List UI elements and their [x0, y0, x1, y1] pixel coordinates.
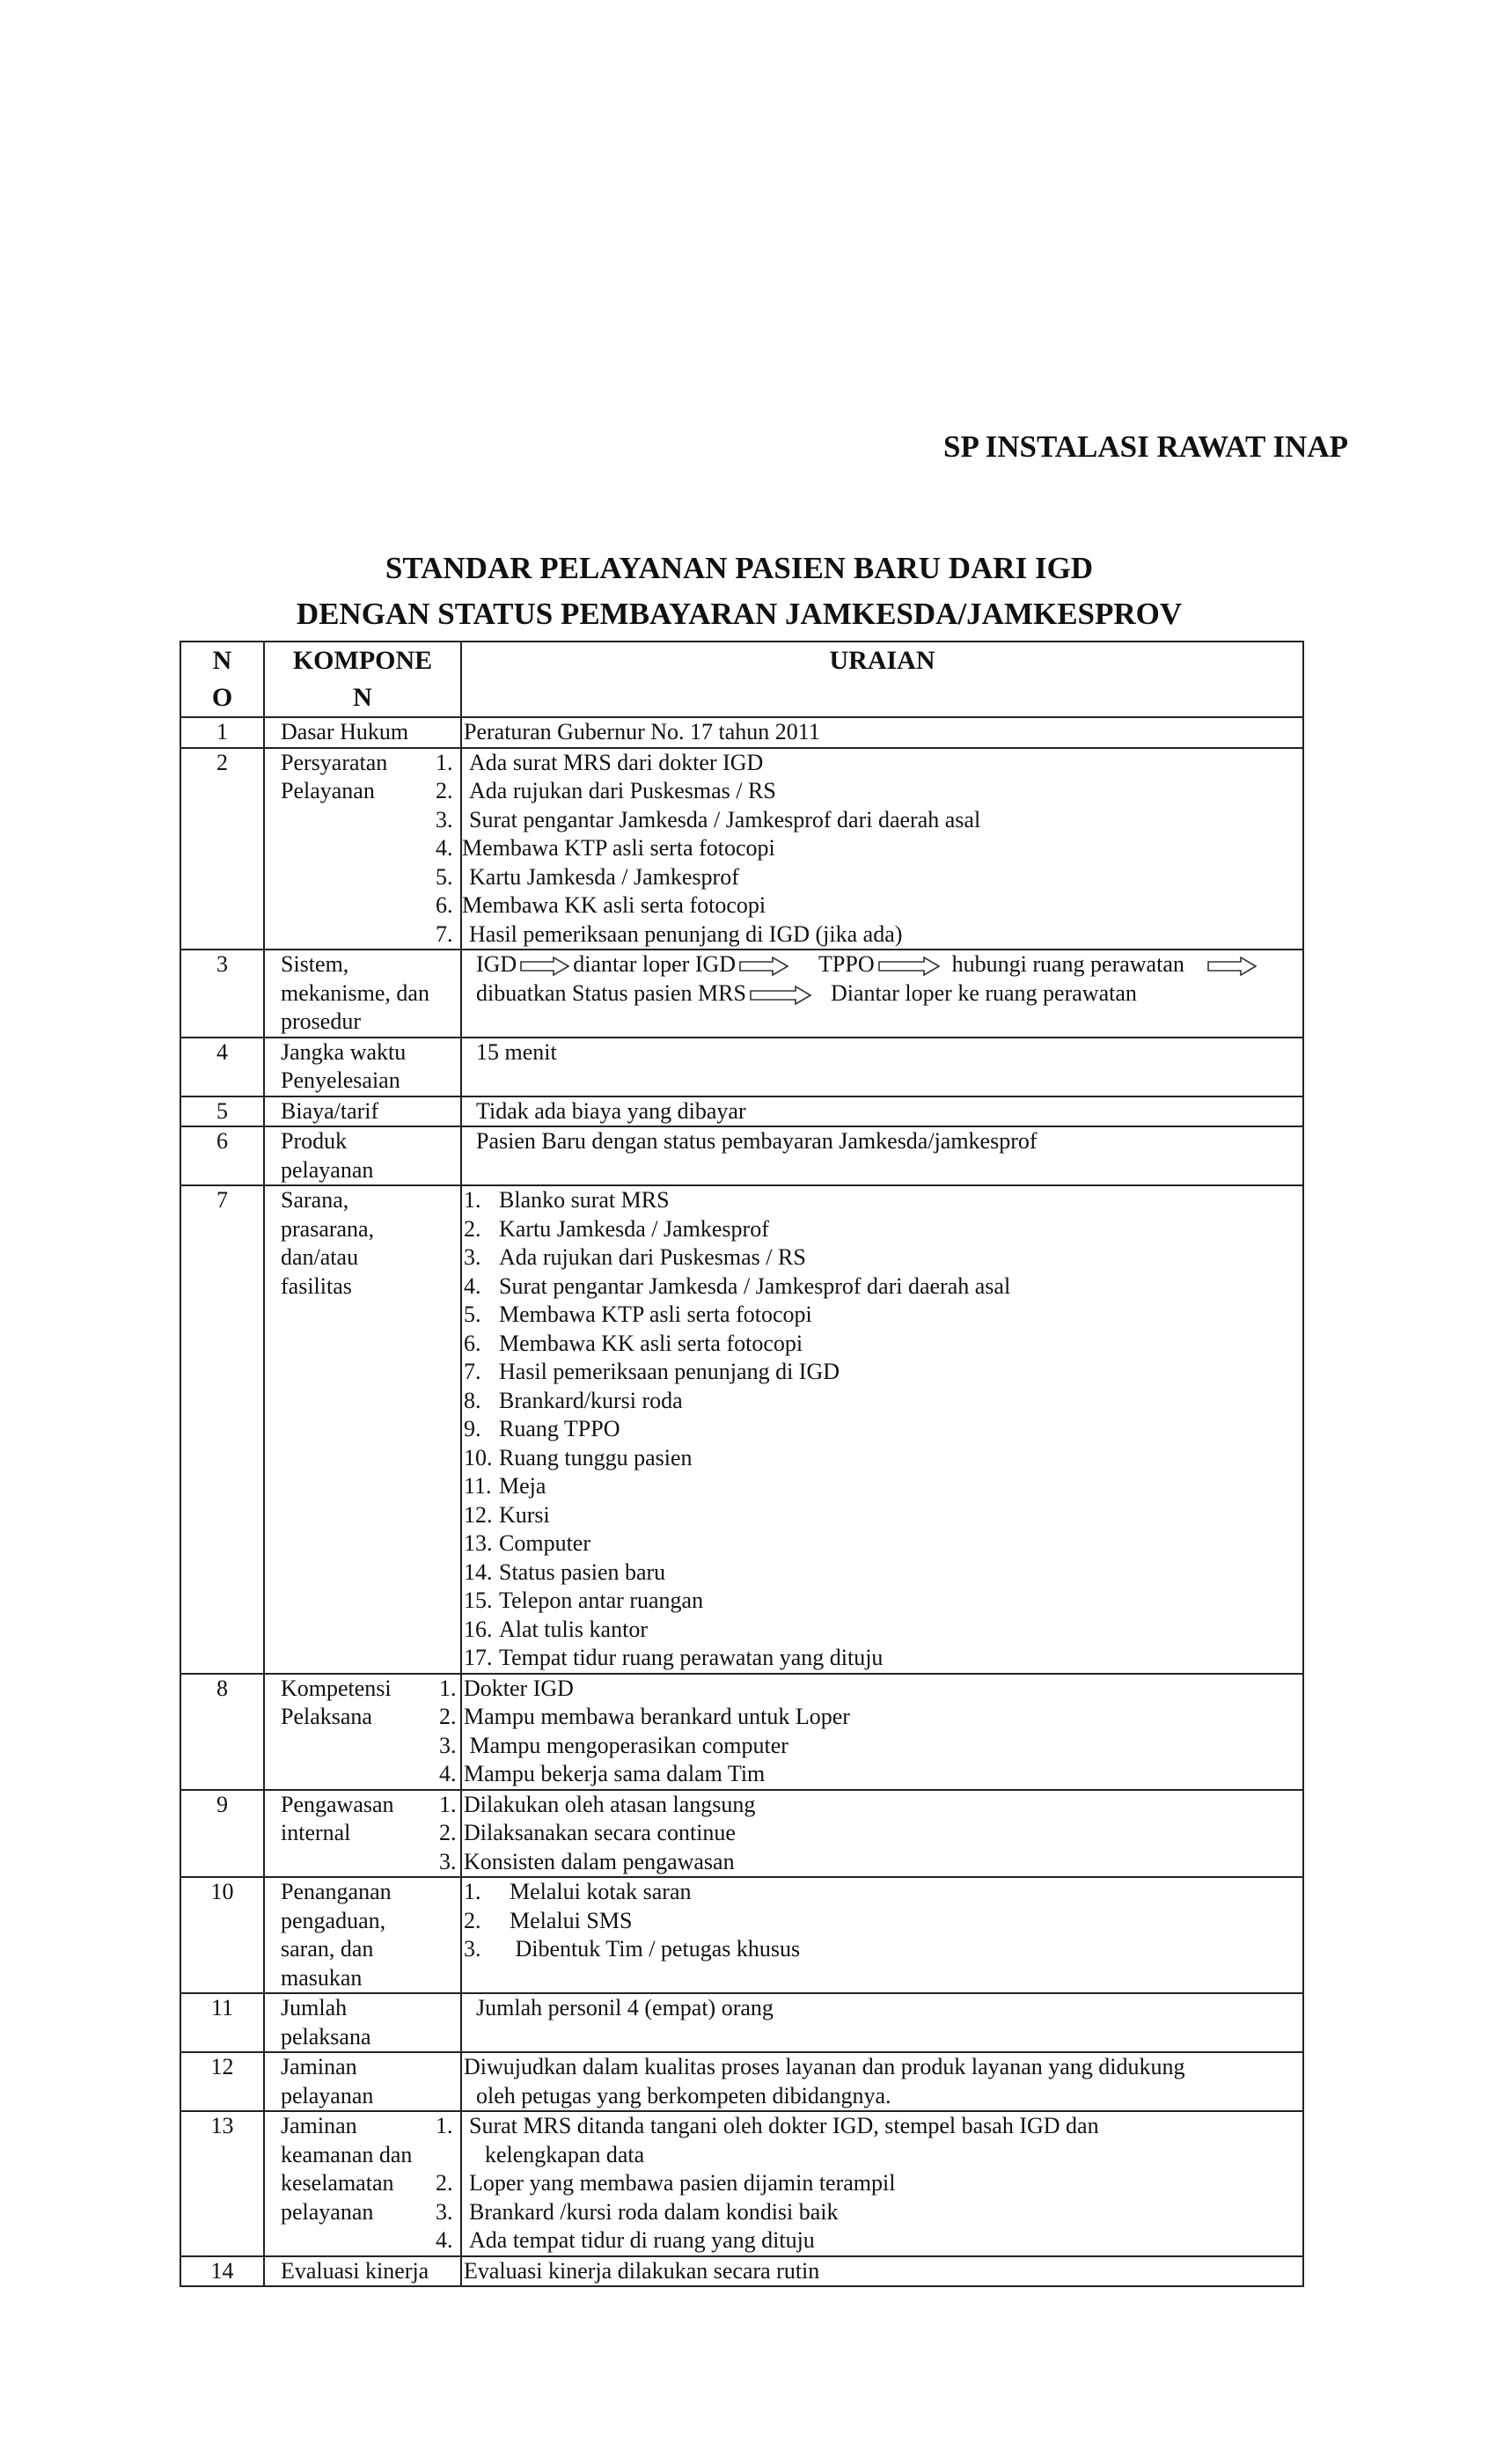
- list-item: 2. Loper yang membawa pasien dijamin terampil: [436, 2170, 896, 2196]
- list-item: 1. Ada surat MRS dari dokter IGD: [436, 749, 764, 775]
- requirements-list: [436, 749, 1302, 950]
- list-item: 2. Ada rujukan dari Puskesmas / RS: [436, 778, 776, 803]
- table-row: 6 Produk pelayanan Pasien Baru dengan status pembayaran Jamkesda/jamkesprof: [180, 1126, 1303, 1185]
- list-item: 13. Computer: [464, 1530, 590, 1556]
- arrow-right-icon: [1207, 957, 1257, 976]
- procedure-flow-1: IGD diantar loper IGD TPPO hubungi ruang perawatan: [464, 950, 1302, 979]
- arrow-right-icon: [520, 957, 569, 976]
- list-item: 8. Brankard/kursi roda: [464, 1387, 683, 1413]
- list-item: 7. Hasil pemeriksaan penunjang di IGD (jika ada): [436, 920, 903, 947]
- table-header-row: [180, 642, 1303, 717]
- list-item: 3. Konsisten dalam pengawasan: [439, 1848, 735, 1874]
- facilities-list: [464, 1186, 1302, 1673]
- list-item: 6. Membawa KK asli serta fotocopi: [436, 892, 766, 918]
- list-item: 1. Melalui kotak saran: [464, 1879, 692, 1904]
- list-item: 1. Dilakukan oleh atasan langsung: [439, 1791, 756, 1817]
- list-item: 3. Dibentuk Tim / petugas khusus: [464, 1936, 801, 1962]
- table-row: 1 Dasar Hukum Peraturan Gubernur No. 17 tahun 2011: [180, 717, 1303, 748]
- table-row: 5 Biaya/tarif Tidak ada biaya yang dibayar: [180, 1096, 1303, 1127]
- table-row: 3 Sistem, mekanisme, dan prosedur IGD diantar loper IGD TPPO hubungi ruang perawatan dibuatkan Status pasien MRS Diantar loper ke ruang perawatan: [180, 950, 1303, 1038]
- list-item: 9. Ruang TPPO: [464, 1416, 620, 1441]
- list-item: 4. Membawa KTP asli serta fotocopi: [436, 835, 775, 861]
- list-item: kelengkapan data: [485, 2141, 645, 2167]
- standard-table: [180, 641, 1304, 2287]
- list-item: 12. Kursi: [464, 1501, 550, 1528]
- list-item: 6. Membawa KK asli serta fotocopi: [464, 1330, 803, 1356]
- list-item: 7. Hasil pemeriksaan penunjang di IGD: [464, 1359, 840, 1384]
- safety-list: [436, 2112, 1302, 2255]
- header-uraian: URAIAN: [461, 642, 1303, 717]
- list-item: 15. Telepon antar ruangan: [464, 1588, 704, 1613]
- procedure-flow-2: dibuatkan Status pasien MRS Diantar loper ke ruang perawatan: [476, 979, 1137, 1006]
- table-row: 9 Pengawasan internal 1. Dilakukan oleh atasan langsung 2. Dilaksanakan secara continue 3. Konsisten dalam pengawasan: [180, 1790, 1303, 1878]
- table-row: 12 Jaminan pelayanan Diwujudkan dalam kualitas proses layanan dan produk layanan yang didukung oleh petugas yang berkompeten dibidangnya.: [180, 2052, 1303, 2111]
- title-line-1: STANDAR PELAYANAN PASIEN BARU DARI IGD: [385, 551, 1094, 585]
- header-no: N O: [180, 642, 264, 717]
- table-row: 10 Penanganan pengaduan, saran, dan masukan 1. Melalui kotak saran 2. Melalui SMS 3. Dibentuk Tim / petugas khusus: [180, 1877, 1303, 1993]
- list-item: 10. Ruang tunggu pasien: [464, 1444, 693, 1470]
- list-item: 4. Ada tempat tidur di ruang yang dituju: [436, 2227, 815, 2253]
- list-item: 1. Surat MRS ditanda tangani oleh dokter IGD, stempel basah IGD dan: [436, 2113, 1099, 2138]
- list-item: 5. Membawa KTP asli serta fotocopi: [464, 1302, 812, 1327]
- arrow-right-icon: [750, 986, 811, 1005]
- list-item: 3. Ada rujukan dari Puskesmas / RS: [464, 1244, 806, 1270]
- table-row: 8 Kompetensi Pelaksana 1. Dokter IGD 2. Mampu membawa berankard untuk Loper 3. Mampu mengoperasikan computer 4. Mampu bekerja sama dalam Tim: [180, 1674, 1303, 1790]
- document-title: [176, 546, 1302, 637]
- list-item: 5. Kartu Jamkesda / Jamkesprof: [436, 863, 739, 890]
- supervision-list: [439, 1791, 1302, 1877]
- table-row: 7 Sarana, prasarana, dan/atau fasilitas 1. Blanko surat MRS 2. Kartu Jamkesda / Jamkesprof 3. Ada rujukan dari Puskesmas / RS 4. Surat pengantar Jamkesda / Jamkesprof dari daerah asal 5. Membawa KTP asli serta fotocopi 6. Membawa KK asli serta fotocopi 7. Hasil pemeriksaan penunjang di IGD 8. Brankard/kursi roda 9. Ruang TPPO 10. Ruang tunggu pasien 11. Meja 12. Kursi 13. Computer 14. Status pasien baru 15. Telepon antar ruangan 16. Alat tulis kantor 17. Tempat tidur ruang perawatan yang dituju: [180, 1185, 1303, 1674]
- list-item: 14. Status pasien baru: [464, 1558, 666, 1585]
- table-row: 13 Jaminan keamanan dan keselamatan pelayanan 1. Surat MRS ditanda tangani oleh dokter IGD, stempel basah IGD dan kelengkapan data 2. Loper yang membawa pasien dijamin terampil 3. Brankard /kursi roda dalam kondisi baik 4. Ada tempat tidur di ruang yang dituju: [180, 2111, 1303, 2256]
- arrow-right-icon: [878, 957, 940, 976]
- table-row: 11 Jumlah pelaksana Jumlah personil 4 (empat) orang: [180, 1993, 1303, 2052]
- list-item: 3. Brankard /kursi roda dalam kondisi baik: [436, 2198, 839, 2225]
- list-item: 1. Blanko surat MRS: [464, 1187, 670, 1213]
- list-item: 11. Meja: [464, 1473, 546, 1499]
- list-item: 4. Surat pengantar Jamkesda / Jamkesprof dari daerah asal: [464, 1272, 1011, 1299]
- complaint-list: [464, 1878, 1302, 1964]
- list-item: 1. Dokter IGD: [439, 1675, 574, 1701]
- list-item: 3. Mampu mengoperasikan computer: [439, 1732, 788, 1758]
- list-item: 16. Alat tulis kantor: [464, 1616, 648, 1642]
- list-item: 2. Mampu membawa berankard untuk Loper: [439, 1704, 850, 1729]
- list-item: 17. Tempat tidur ruang perawatan yang dituju: [464, 1645, 884, 1670]
- title-line-2: DENGAN STATUS PEMBAYARAN JAMKESDA/JAMKESPROV: [296, 597, 1183, 631]
- competence-list: [439, 1675, 1302, 1789]
- table-row: 14 Evaluasi kinerja Evaluasi kinerja dilakukan secara rutin: [180, 2256, 1303, 2287]
- list-item: 2. Kartu Jamkesda / Jamkesprof: [464, 1215, 769, 1242]
- list-item: 3. Surat pengantar Jamkesda / Jamkesprof dari daerah asal: [436, 806, 981, 832]
- arrow-right-icon: [739, 957, 788, 976]
- table-row: 4 Jangka waktu Penyelesaian 15 menit: [180, 1038, 1303, 1096]
- table-row: 2 Persyaratan Pelayanan 1. Ada surat MRS dari dokter IGD 2. Ada rujukan dari Puskesmas / RS 3. Surat pengantar Jamkesda / Jamkesprof dari daerah asal 4. Membawa KTP asli serta fotocopi 5. Kartu Jamkesda / Jamkesprof 6. Membawa KK asli serta fotocopi 7. Hasil pemeriksaan penunjang di IGD (jika ada): [180, 748, 1303, 950]
- list-item: 2. Dilaksanakan secara continue: [439, 1820, 736, 1845]
- list-item: 4. Mampu bekerja sama dalam Tim: [439, 1761, 766, 1786]
- header-komponen: KOMPONE N: [264, 642, 461, 717]
- list-item: 2. Melalui SMS: [464, 1907, 633, 1933]
- sp-title: SP INSTALASI RAWAT INAP: [943, 429, 1348, 464]
